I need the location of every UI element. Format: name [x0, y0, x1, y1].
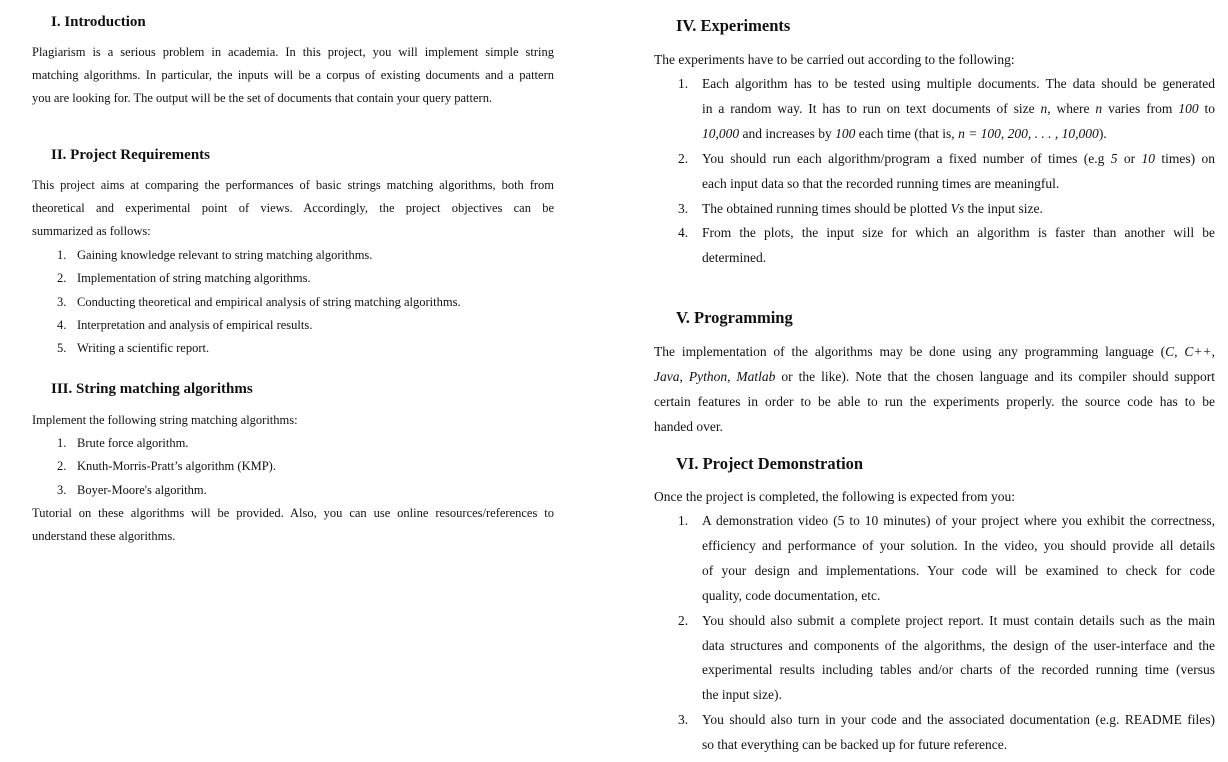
introduction-line: matching algorithms. In particular, the inputs will be a corpus of existing documents and a pattern [32, 68, 554, 82]
list-item: 1. A demonstration video (5 to 10 minutes) of your project where you exhibit the correctness, efficiency and performance of your solution. In the video, you should provide all details of your design and implementations. Your code will be examined to check for code quality, code documentation, etc. [678, 513, 1215, 603]
list-item: 1. Each algorithm has to be tested using multiple documents. The data should be generated in a random way. It has to run on text documents of size n, where n varies from 100 to 10,000 and increases by 100 each time (that is, n = 100, 200, . . . , 10,000). [678, 76, 1215, 141]
demonstration-list [678, 509, 1215, 758]
list-item: 3. Conducting theoretical and empirical analysis of string matching algorithms. [57, 294, 461, 309]
introduction-heading: I. Introduction [51, 14, 146, 30]
experiments-heading: IV. Experiments [676, 16, 791, 35]
algorithms-intro: Implement the following string matching algorithms: [32, 413, 298, 427]
demonstration-intro: Once the project is completed, the following is expected from you: [654, 489, 1016, 504]
experiments-list [678, 72, 1215, 271]
algorithms-footer [32, 502, 554, 548]
list-item: 2. You should run each algorithm/program a fixed number of times (e.g 5 or 10 times) on each input data so that the recorded running times are meaningful. [678, 150, 1216, 191]
introduction-line: you are looking for. The output will be the set of documents that contain your query pattern. [32, 91, 493, 105]
programming-heading: V. Programming [676, 308, 793, 327]
list-item: 4. Interpretation and analysis of empirical results. [57, 317, 313, 332]
algorithms-footer-line: understand these algorithms. [32, 529, 176, 543]
introduction-body [32, 41, 554, 110]
requirements-heading: II. Project Requirements [51, 147, 210, 163]
requirements-line: summarized as follows: [32, 224, 151, 238]
algorithms-heading: III. String matching algorithms [51, 381, 253, 397]
requirements-body [32, 174, 554, 243]
list-item: 1. Brute force algorithm. [57, 436, 189, 450]
list-item: 3. You should also turn in your code and the associated documentation (e.g. README files) so that everything can be backed up for future reference. [678, 712, 1215, 753]
experiments-intro: The experiments have to be carried out according to the following: [654, 52, 1015, 67]
requirements-line: This project aims at comparing the performances of basic strings matching algorithms, both from [32, 178, 554, 192]
list-item: 4. From the plots, the input size for which an algorithm is faster than another will be determined. [678, 225, 1215, 266]
list-item: 2. Implementation of string matching algorithms. [57, 271, 311, 286]
list-item: 3. The obtained running times should be plotted Vs the input size. [678, 200, 1043, 216]
requirements-line: theoretical and experimental point of views. Accordingly, the project objectives can be [32, 201, 554, 215]
demonstration-heading: VI. Project Demonstration [676, 454, 864, 473]
algorithms-list [57, 432, 554, 502]
list-item: 2. Knuth-Morris-Pratt’s algorithm (KMP). [57, 459, 276, 474]
list-item: 2. You should also submit a complete project report. It must contain details such as the main data structures and components of the algorithms, the design of the user-interface and the experimental results including tables and/or charts of the recorded running time (versus the input size). [678, 612, 1215, 703]
algorithms-footer-line: Tutorial on these algorithms will be provided. Also, you can use online resources/references to [32, 506, 554, 520]
list-item: 5. Writing a scientific report. [57, 341, 210, 356]
requirements-list [57, 244, 554, 360]
list-item: 1. Gaining knowledge relevant to string matching algorithms. [57, 248, 373, 262]
list-item: 3. Boyer-Moore's algorithm. [57, 482, 207, 497]
programming-body: The implementation of the algorithms may be done using any programming language (C, C++, Java, Python, Matlab or the like). Note that the chosen language and its compiler should support certain features in order to be able to run the experiments properly. the source code has to be handed over. [654, 344, 1215, 434]
introduction-line: Plagiarism is a serious problem in academia. In this project, you will implement simple string [32, 45, 554, 59]
